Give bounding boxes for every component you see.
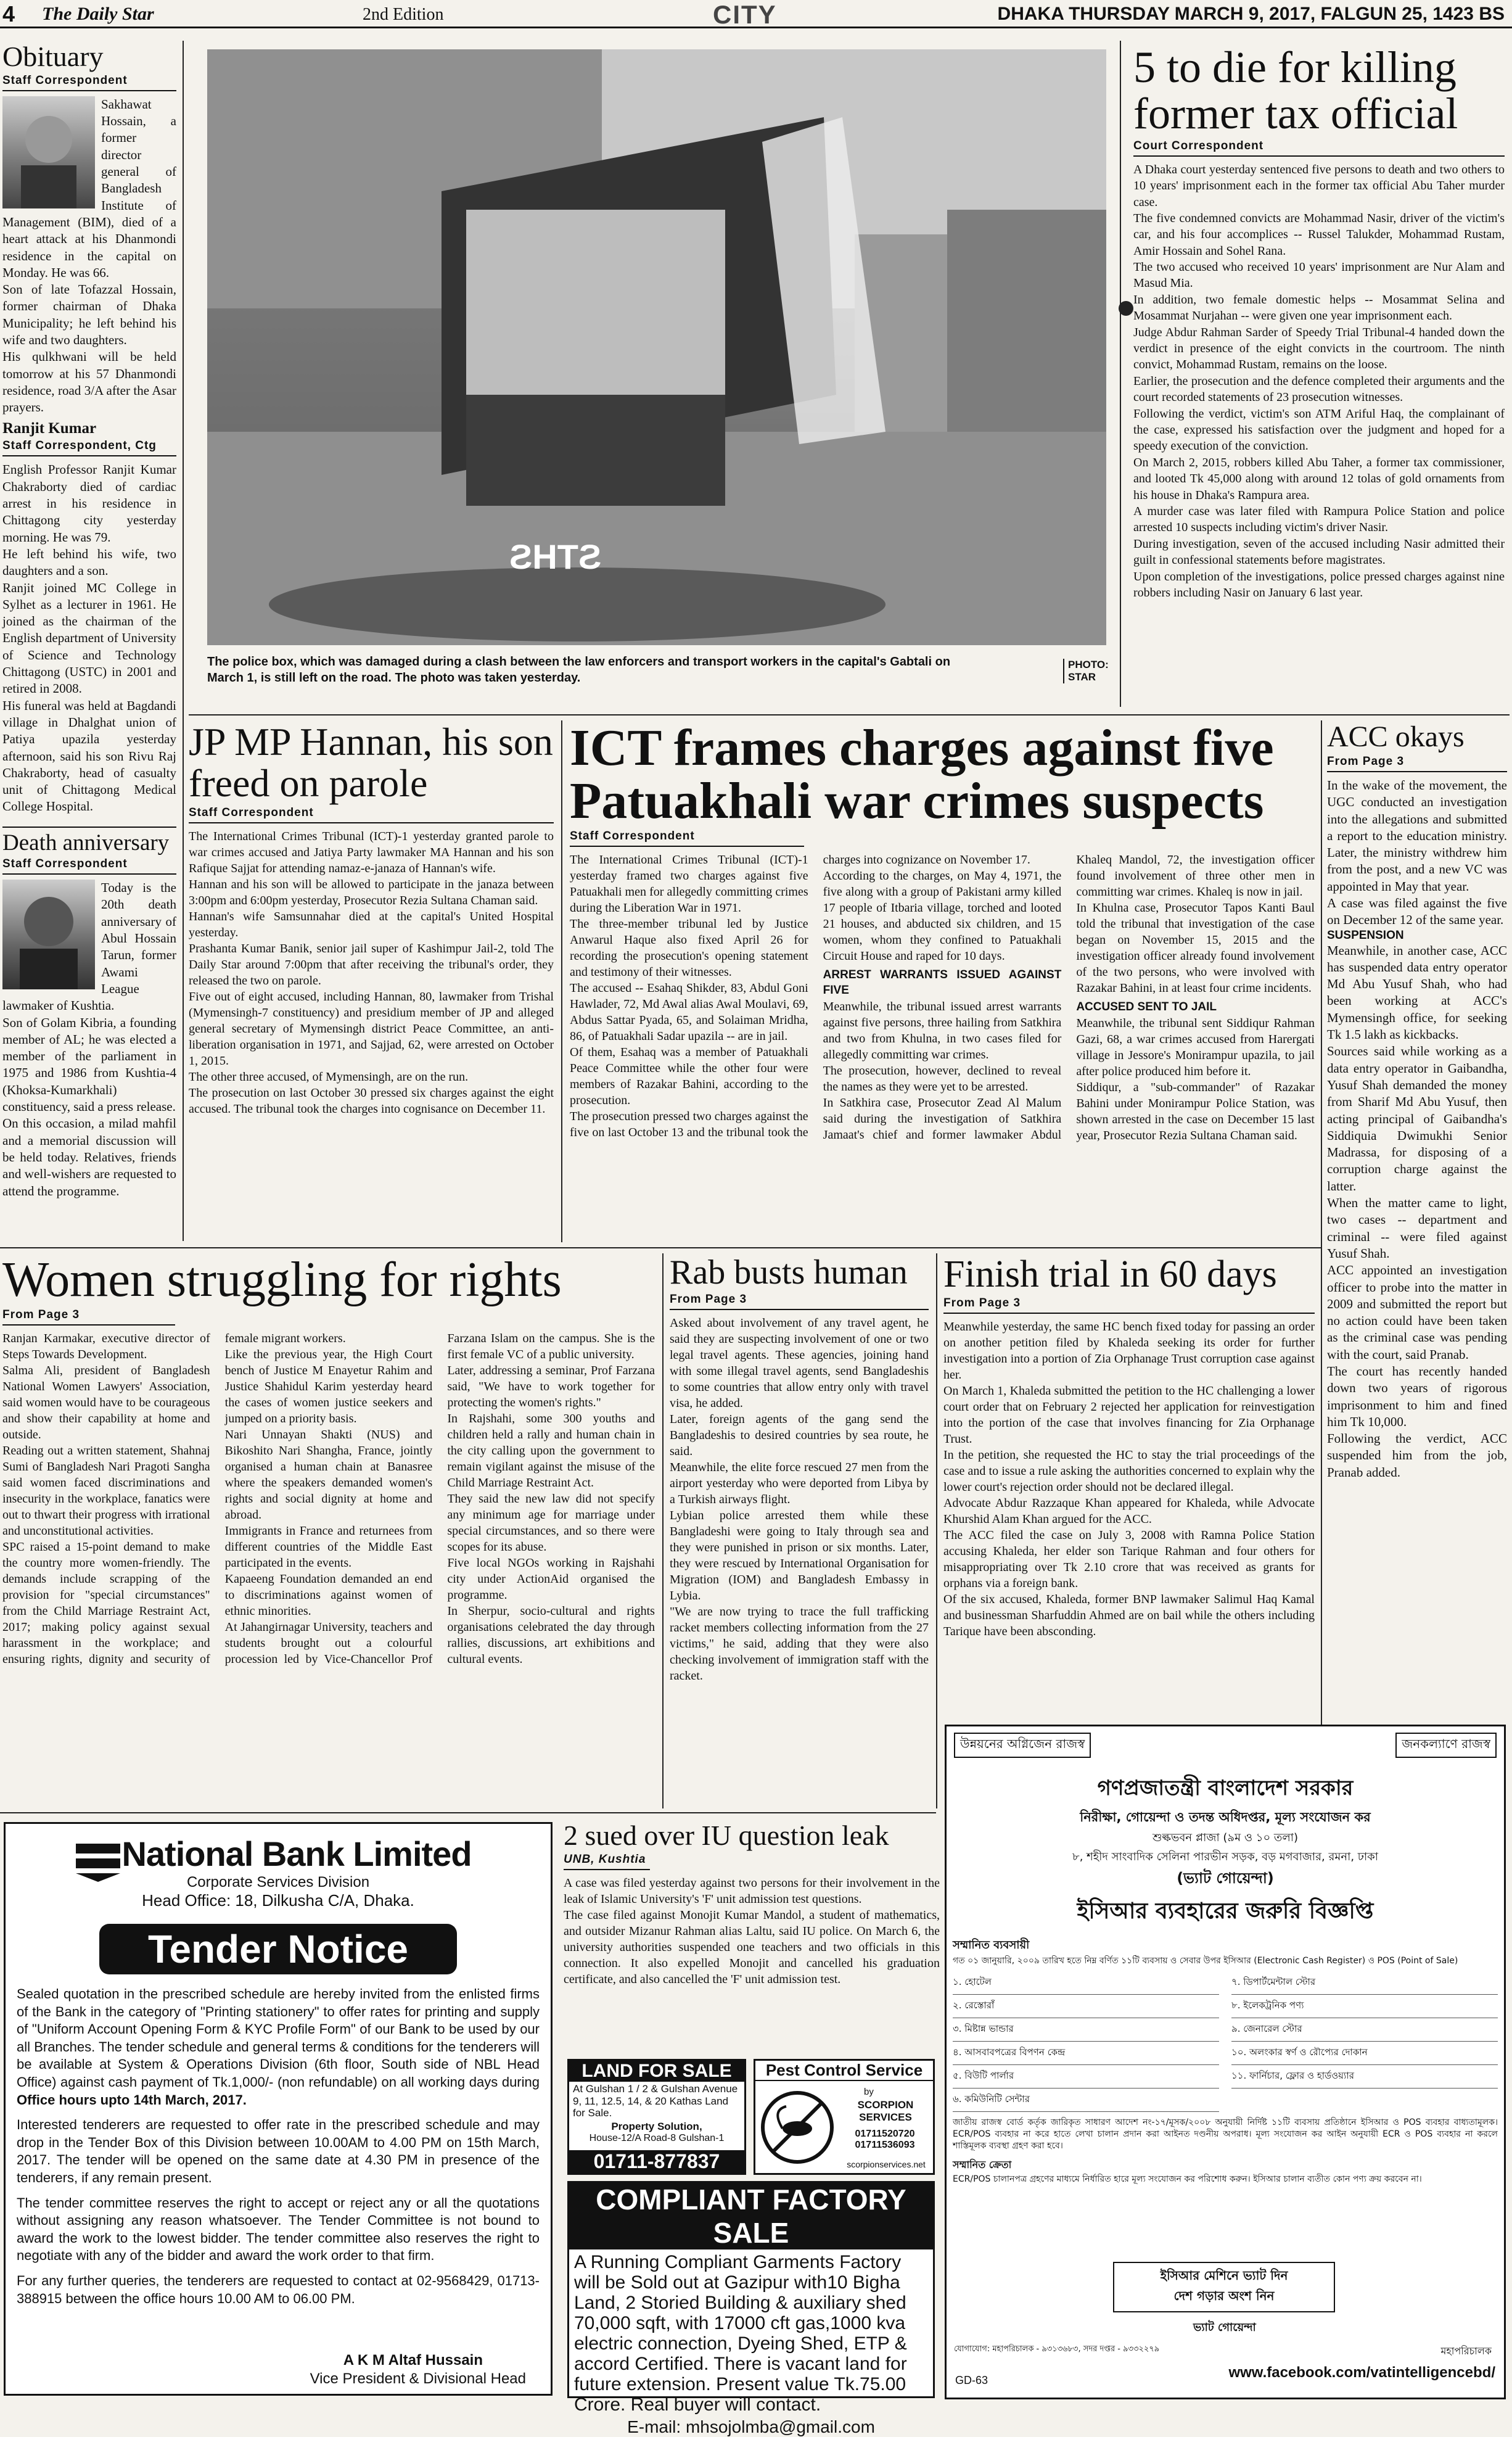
obituary-portrait (2, 96, 95, 208)
pest-website: scorpionservices.net (847, 2159, 926, 2169)
pest-phones: 01711520720 01711536093 (855, 2129, 915, 2150)
tax-byline: Court Correspondent (1133, 139, 1505, 157)
dateline: DHAKA THURSDAY MARCH 9, 2017, FALGUN 25, 1423 BS (997, 4, 1505, 24)
list-item: ৬. কমিউনিটি সেন্টার (953, 2089, 1219, 2112)
pest-title: Pest Control Service (755, 2061, 933, 2081)
govt-body: জাতীয় রাজস্ব বোর্ড কর্তৃক জারিকৃত সাধারণ আদেশ নং-১৭/মূসক/২০০৮ অনুযায়ী নির্দিষ্ট ১১টি ব্যবসায় প্রতিষ্ঠানে ইসিআর ও POS ব্যবহার বাধ্যতামূলক। ECR/POS ব্যবহার না করে হাতে লেখা চালান প্রদান করা আইনত দণ্ডনীয় অপরাধ। মূল্য সংযোজন কর আইন অনুযায়ী ECR ও POS ব্যবহার না করলে শাস্তিমূলক ব্যবস্থা গ্রহণ করা হবে। (953, 2117, 1498, 2151)
govt-slogan-2: দেশ গড়ার অংশ নিন (1173, 2288, 1275, 2303)
land-for-sale-ad (567, 2059, 746, 2175)
rab-headline: Rab busts human (670, 1253, 908, 1292)
page-number: 4 (2, 1, 15, 27)
acc-text: In the wake of the movement, the UGC conducted an investigation into the allegations and submitted a report to the education ministry. Later, the ministry withdrew him from the post, and a new VC was appointed in May that year. A case was filed against the five on December 12 of the same year. (1327, 777, 1507, 928)
acc-headline: ACC okays (1327, 720, 1465, 753)
tender-deadline: Office hours upto 14th March, 2017. (17, 2092, 247, 2108)
trial-byline: From Page 3 (943, 1297, 1315, 1314)
death-anniversary-text: Today is the 20th death anniversary of Abul Hossain Tarun, former Awami League lawmaker of Kushtia. Son of Golam Kibria, a founding member of AL; he was elected a member of the parliament in 1975 and 1986 from Kushtia-4 (Khoksa-Kumarkhali) constituency, said a press release. On this occasion, a milad mahfil and a memorial discussion will be held today. Relatives, friends and well-wishers are requested to attend the programme. (2, 880, 176, 1198)
govt-dg: মহাপরিচালক (1440, 2345, 1492, 2357)
govt-intro: গত ০১ জানুয়ারি, ২০০৯ তারিখ হতে নিম্ন বর্ণিত ১১টি ব্যবসায় ও সেবার উপর ইসিআর (Electronic Cash Register) ও POS (Point of Sale) (953, 1956, 1458, 1966)
factory-text: A Running Compliant Garments Factory will be Sold out at Gazipur with10 Bigha Land, 2 Storied Building & auxiliary shed 70,000 sqft, with 17000 cft gas,1000 kva electric connection, Dyeing Shed, ETP & accord Certified. There is vacant land for future extension. Present value Tk.75.00 Crore. Real buyer will contact. (574, 2252, 907, 2415)
govt-headline: ইসিআর ব্যবহারের জরুরি বিজ্ঞপ্তি (1077, 1899, 1374, 1924)
photo-caption (207, 654, 1109, 703)
factory-email: E-mail: mhsojolmba@gmail.com (627, 2417, 875, 2436)
govt-sub-1: নিরীক্ষা, গোয়েন্দা ও তদন্ত অধিদপ্তর, মূল্য সংযোজন কর (1080, 1810, 1371, 1825)
govt-code: GD-63 (955, 2374, 988, 2386)
list-item: ২. রেস্তোরাঁ (953, 1995, 1219, 2018)
govt-tag-left: উন্নয়নের অগ্নিজেন রাজস্ব (954, 1733, 1091, 1758)
national-bank-tender-ad (4, 1822, 553, 2396)
govt-slogan-box (1113, 2262, 1335, 2312)
pest-company: SCORPION SERVICES (857, 2099, 914, 2123)
tax-text: A Dhaka court yesterday sentenced five persons to death and two others to 10 years' imprisonment each in the former tax official Abu Taher murder case. The five condemned convicts are Mohammad Nasir, driver of the victim's car, and his four accomplices -- Russel Talukder, Mohammad Rustam, Amir Hossain and Sohel Rana. The two accused who received 10 years' imprisonment are Nur Alam and Masud Mia. In addition, two female domestic helps -- Mosammat Selina and Mosammat Nurjahan -- were given one year imprisonment each. Judge Abdur Rahman Sarder of Speedy Trial Tribunal-4 handed down the verdict in presence of the eight convicts in the courtroom. The ninth convict, Mohammad Rustam, remains on the loose. Earlier, the prosecution and the defence completed their arguments and the court recorded statements of 23 prosecution witnesses. Following the verdict, victim's son ATM Ariful Haq, the complainant of the case, expressed his satisfaction over the judgment and hoped for a speedy execution of the conviction. On March 2, 2015, robbers killed Abu Taher, a former tax commissioner, and looted Tk 45,000 along with around 12 tolas of gold ornaments from his house in Dhaka's Rampura area. A murder case was later filed with Rampura Police Station and police arrested 10 suspects including victim's driver Nasir. During investigation, seven of the accused including Nasir admitted their guilt in confessional statements before magistrates. Upon completion of the investigations, police pressed charges against nine robbers including Nasir on January 6 last year. (1133, 162, 1505, 600)
bank-logo-icon (76, 1837, 120, 1882)
obituary-text-2: English Professor Ranjit Kumar Chakraborty died of cardiac arrest in his residence in Chittagong city yesterday morning. He was 79. He left behind his wife, two daughters and a son. Ranjit joined MC College in Sylhet as a lecturer in 1961. He joined as the chairman of the English department of University of Science and Technology Chittagong (USTC) in 2001 and retired in 2008. His funeral was held at Bagdandi village in Dhalghat union of Patiya upazila yesterday afternoon, said his son Rivu Raj Chakraborty, head of casualty unit of Chittagong Medical College Hospital. (2, 462, 176, 814)
rab-story (670, 1255, 929, 1804)
trial-headline: Finish trial in 60 days (943, 1253, 1277, 1295)
bank-office: Head Office: 18, Dilkusha C/A, Dhaka. (142, 1891, 414, 1910)
govt-sub-4: (ভ্যাট গোয়েন্দা) (1177, 1870, 1274, 1887)
iu-headline: 2 sued over IU question leak (564, 1820, 889, 1851)
death-anniversary-byline: Staff Correspondent (2, 857, 176, 875)
death-anniversary-title: Death anniversary (2, 827, 176, 855)
rab-text: Asked about involvement of any travel agent, he said they are suspecting involvement of one or two legal travel agents. These agencies, joining hand with some illegal travel agents, send Bangladeshis to some countries that allow entry only with travel visa, he added. Later, foreign agents of the gang send the Bangladeshis to desired countries by sea route, he said. Meanwhile, the elite force rescued 27 men from the airport yesterday who were deported from Libya by a Turkish airways flight. Lybian police arrested them while these Bangladeshi were going to Italy through sea and they were punished in prison or six months. Later, they were rescued by International Organisation for Migration (IOM) and Bangladesh Embassy in Lybia. "We are now trying to trace the full trafficking racket members collecting information from the 27 victims," he said, adding that they were also checking involvement of immigration staff with the racket. (670, 1316, 929, 1683)
paper-name: The Daily Star (42, 4, 154, 24)
govt-contact: যোগাযোগ: মহাপরিচালক - ৯৩১৩৬৮৩, সদর দপ্তর - ৯৩৩২২৭৯ (954, 2344, 1160, 2354)
women-headline: Women struggling for rights (2, 1253, 562, 1307)
bank-name: National Bank Limited (121, 1834, 472, 1873)
women-byline: From Page 3 (2, 1308, 175, 1326)
tender-para-4: For any further queries, the tenderers are requested to contact at 02-9568429, 01713-388915 between the office hours 10.00 AM to 06.00 PM. (17, 2272, 540, 2306)
govt-sign: ভ্যাট গোয়েন্দা (1193, 2321, 1256, 2334)
list-item: ৫. বিউটি পার্লার (953, 2065, 1219, 2089)
news-photo (207, 49, 1106, 645)
list-item: ৮. ইলেকট্রনিক পণ্য (1231, 1995, 1498, 2018)
pest-control-ad (754, 2059, 935, 2175)
hannan-story (189, 722, 554, 1240)
ict-subhead-2: ACCUSED SENT TO JAIL (1076, 1000, 1217, 1014)
list-item: ৭. ডিপার্টমেন্টাল স্টোর (1231, 1971, 1498, 1995)
section-name: CITY (713, 0, 777, 29)
tax-official-story (1133, 44, 1505, 699)
factory-title: COMPLIANT FACTORY SALE (569, 2183, 933, 2249)
govt-title: গণপ্রজাতন্ত্রী বাংলাদেশ সরকার (1097, 1776, 1354, 1800)
govt-business-list (953, 1971, 1498, 2112)
iu-story (564, 1821, 940, 2055)
govt-note-title: সম্মানিত ক্রেতা (953, 2158, 1012, 2171)
land-text: At Gulshan 1 / 2 & Gulshan Avenue 9, 11, 12.5, 14, & 20 Kathas Land for Sale. (573, 2083, 738, 2119)
land-address: House-12/A Road-8 Gulshan-1 (589, 2132, 725, 2143)
acc-subhead: SUSPENSION (1327, 928, 1404, 942)
tender-signer-title: Vice President & Divisional Head (310, 2370, 526, 2387)
govt-slogan-1: ইসিআর মেশিনে ভ্যাট দিন (1160, 2268, 1288, 2283)
bank-header (17, 1834, 540, 1920)
factory-sale-ad (567, 2181, 935, 2436)
tender-signer: A K M Altaf Hussain (343, 2352, 483, 2369)
ict-text (570, 852, 1315, 1247)
trial-story (943, 1255, 1315, 1723)
acc-story (1327, 722, 1507, 1684)
obituary-title: Obituary (2, 41, 104, 72)
photo-credit: PHOTO: STAR (1063, 659, 1100, 683)
tender-text (17, 1985, 540, 2307)
obituary-byline: Staff Correspondent (2, 74, 176, 91)
hannan-text: The International Crimes Tribunal (ICT)-1 yesterday granted parole to war crimes accused and Jatiya Party lawmaker MA Hannan and his son Rafique Sajjat for attending namaz-e-janaza of Hannan's wife. Hannan and his son will be allowed to participate in the janaza between 3:00pm and 6:00pm yesterday, Prosecutor Rezia Sultana Chaman said. Hannan's wife Samsunnahar died at the capital's United Hospital yesterday. Prashanta Kumar Banik, senior jail super of Kashimpur Jail-2, told The Daily Star around 7:00pm that after receiving the tribunal's order, they released the two on parole. Five out of eight accused, including Hannan, 80, lawmaker from Trishal (Mymensingh-7 constituency) and presidium member of JP and alleged general secretary of Mymensingh district Peace Committee, an anti-liberation organisation in 1971, and Sajjad, 62, were arrested on October 1, 2015. The other three accused, of Mymensingh, are on the run. The prosecution on last October 30 pressed six charges against the eight accused. The tribunal took the charges into cognisance on December 11. (189, 830, 554, 1116)
list-item: ১১. ফার্নিচার, ফ্লোর ও হার্ডওয়্যার (1231, 2065, 1498, 2089)
ict-paragraphs-2: Meanwhile, the tribunal issued arrest warrants against five persons, three hailing from Satkhira and two from Khulna, in two cases filed for allegedly committing war crimes. The prosecution, however, declined to reveal the names as they were yet to be arrested. In Satkhira case, Prosecutor Zead Al Malum said during the investigation of Satkhira Jamaat's chief and former lawmaker Abdul Khaleq Mandol, 72, the investigation officer found involvement of three other men in committing war crimes. Khaleq is now in jail. In Khulna case, Prosecutor Tapos Kanti Baul told the tribunal that investigation of the case began on November 15, 2015 and the investigation officer already found involvement of the two persons, who were involved with Razakar Bahini, in at least four crime incidents. (823, 853, 1315, 1142)
hannan-byline: Staff Correspondent (189, 806, 554, 823)
list-item: ৯. জেনারেল স্টোর (1231, 2018, 1498, 2042)
police-box-sign: STHS (509, 537, 602, 576)
acc-byline: From Page 3 (1327, 755, 1507, 772)
edition: 2nd Edition (363, 5, 444, 24)
obituary-text: Sakhawat Hossain, a former director general of Bangladesh Institute of Management (BIM), died of a heart attack at his Dhanmondi residence in the capital on Monday. He was 66. Son of late Tofazzal Hossain, former chairman of Dhaka Municipality; he left behind his wife and two daughters. His qulkhwani will be held tomorrow at his 57 Dhanmondi residence, road 3/A after the Asar prayers. (2, 96, 176, 415)
trial-text: Meanwhile yesterday, the same HC bench fixed today for passing an order on another petition filed by Khaleda seeking its order for further investigation into a portion of Zia Orphanage Trust corruption case against her. On March 1, Khaleda submitted the petition to the HC challenging a lower court order that on February 2 rejected her application for reinvestigation into the portion of the case that involves financing for Zia Orphanage Trust. In the petition, she requested the HC to stay the trial proceedings of the case and to issue a rule asking the authorities concerned to explain why the lower court's rejection order should not be declared illegal. Advocate Abdur Razzaque Khan appeared for Khaleda, while Advocate Khurshid Alam Khan argued for the ACC. The ACC filed the case on July 3, 2008 with Ramna Police Station accusing Khaleda, her elder son Tarique Rahman and four others for misappropriating over Tk 2.10 crore that was received as grants for orphans via a foreign bank. Of the six accused, Khaleda, former BNP lawmaker Salimul Haq Kamal and businessman Sharfuddin Ahmed are on bail while the others including Tarique have been absconding. (943, 1320, 1315, 1639)
hannan-headline: JP MP Hannan, his son freed on parole (189, 720, 553, 805)
land-company: Property Solution, (611, 2120, 702, 2132)
women-story (2, 1255, 655, 1804)
person-photo (2, 96, 95, 208)
rab-byline: From Page 3 (670, 1293, 929, 1310)
land-title: LAND FOR SALE (569, 2061, 744, 2082)
list-item: ৩. মিষ্টান্ন ভান্ডার (953, 2018, 1219, 2042)
list-item: ১০. অলংকার স্বর্ণ ও রৌপ্যের দোকান (1231, 2042, 1498, 2065)
masthead (0, 0, 1512, 28)
pest-by: by (864, 2087, 874, 2097)
iu-byline: UNB, Kushtia (564, 1853, 650, 1870)
obituary-byline-2: Staff Correspondent, Ctg (2, 439, 176, 456)
govt-tag-right: জনকল্যাণে রাজস্ব (1395, 1733, 1497, 1758)
tender-para-1: Sealed quotation in the prescribed schedule are hereby invited from the enlisted firms of the Bank in the category of "Printing stationery" to offer rates for printing and supply of "Uniform Account Opening Form & KYC Profile Form" of our Bank to be used by our all Branches. The tender schedule and general terms & conditions for the tenderers will be available at System & Operations Division (6th floor, South side of NBL Head Office) against cash payment of Tk.1,000/- (non refundable) on all working days during (17, 1986, 540, 2090)
bank-division: Corporate Services Division (186, 1874, 370, 1891)
business-list-left (953, 1971, 1219, 2112)
ict-headline: ICT frames charges against five Patuakhali war crimes suspects (570, 719, 1274, 830)
ict-subhead-1: ARREST WARRANTS ISSUED AGAINST FIVE (823, 968, 1062, 997)
scorpion-icon (760, 2090, 834, 2164)
tender-notice-banner: Tender Notice (99, 1924, 457, 1974)
caption-text: The police box, which was damaged during a clash between the law enforcers and transport workers in the capital's Gabtali on March 1, is still left on the road. The photo was taken yesterday. (207, 655, 951, 685)
person-photo (2, 880, 95, 989)
ict-byline: Staff Correspondent (570, 830, 804, 847)
govt-web: www.facebook.com/vatintelligencebd/ (1228, 2364, 1495, 2381)
obituary-column (2, 42, 176, 1242)
obituary-name-2: Ranjit Kumar (2, 420, 97, 437)
list-item: ৪. আসবাবপত্রের বিপণন কেন্দ্র (953, 2042, 1219, 2065)
ict-story (570, 719, 1315, 1240)
police-box-photo (207, 49, 1106, 645)
acc-text-2: Meanwhile, in another case, ACC has suspended data entry operator Md Abu Yusuf Shah, who had been working at ACC's Mymensingh office, for seeking Tk 1.5 lakh as kickbacks. Sources said while working as a data entry operator in Gaibandha, Yusuf Shah demanded the money from Sharif Md Abu Yusuf, then acting principal of Gaibandha's Siddiquia Dwimukhi Senior Madrassa, for disposing of a corruption charge against the latter. When the matter came to light, two cases -- department and criminal -- were filed against Yusuf Shah. ACC appointed an investigation officer to probe into the matter in 2009 and submitted the report but no action could have been taken as the criminal case was pending with the court, said Pranab. The court has recently handed down two years of rigorous imprisonment to him and fined him Tk 10,000. Following the verdict, ACC suspended him from the job, Pranab added. (1327, 942, 1507, 1480)
iu-text: A case was filed yesterday against two persons for their involvement in the leak of Islamic University's 'F' unit admission test questions. The case filed against Monojit Kumar Mandol, a student of mathematics, and outsider Mizanur Rahman alias Laltu, said IU police. On March 6, the university authorities suspended one teachers and two officials in this connection. It also expelled Monojit and cancelled his graduation certificate, and also cancelled the 'F' unit admission test. (564, 1876, 940, 1986)
tender-para-2: Interested tenderers are requested to offer rate in the prescribed schedule and may drop in the Tender Box of this Division between 10.00AM to 4.00 PM on 15th March, 2017. The tender will be opened on the same date at 4.30 PM in presence of the tenderers, if any remain present. (17, 2117, 540, 2185)
tax-headline: 5 to die for killing former tax official (1133, 43, 1458, 138)
govt-salute: সম্মানিত ব্যবসায়ী (953, 1939, 1030, 1952)
list-item: ১. হোটেল (953, 1971, 1219, 1995)
women-text: Ranjan Karmakar, executive director of Steps Towards Development. Salma Ali, president of Bangladesh National Women Lawyers' Association, said women would have to be courageous and show their capability at home and outside. Reading out a written statement, Shahnaj Sumi of Bangladesh Nari Pragoti Sangha said women faced discriminations and insecurity in the workplace, fanatics were out to thwart their progress with irrational and unconstitutional activities. SPC raised a 15-point demand to make the country more women-friendly. The demands include scrapping of the provision for "special circumstances" from the Child Marriage Restraint Act, 2017; making policy against sexual harassment in the workplace; and ensuring rights, dignity and security of female migrant workers. Like the previous year, the High Court bench of Justice M Enayetur Rahim and Justice Shahidul Karim yesterday heard the cases of women justice seekers and jumped on a priority basis. Nari Unnayan Shakti (NUS) and Bikoshito Nari Shangha, France, jointly organised a human chain at Banasree where the speakers demanded women's rights and social dignity at home and abroad. Immigrants in France and returnees from different countries of the Middle East participated in the events. Kapaeeng Foundation demanded an end to discriminations against women of ethnic minorities. At Jahangirnagar University, teachers and students brought out a colourful procession led by Vice-Chancellor Prof Farzana Islam on the campus. She is the first female VC of a public university. Later, addressing a seminar, Prof Farzana said, "We have to work together for protecting the women's rights." In Rajshahi, some 300 youths and children held a rally and human chain in the city calling upon the government to remain vigilant against the misuse of the Child Marriage Restraint Act. They said the new law did not specify any minimum age for marriage under special circumstances, and so there were scopes for its abuse. Five local NGOs working in Rajshahi city under ActionAid organised the programme. In Sherpur, socio-cultural and rights organisations celebrated the day through rallies, discussions, art exhibitions and cultural events. (2, 1332, 655, 1667)
tender-para-3: The tender committee reserves the right to accept or reject any or all the quotations without assigning any reason whatsoever. The Tender Committee is not bound to award the work to the lowest bidder. The tender committee also reserves the right to negotiate with any of the bidder and award the work order to that firm. (17, 2195, 540, 2264)
govt-sub-2: শুল্কভবন প্লাজা (৯ম ও ১০ তলা) (1152, 1831, 1299, 1844)
govt-sub-3: ৮, শহীদ সাংবাদিক সেলিনা পারভীন সড়ক, বড় মগবাজার, রমনা, ঢাকা (1072, 1850, 1378, 1863)
death-anniversary-portrait (2, 880, 95, 989)
ict-paragraphs-1: The International Crimes Tribunal (ICT)-1 yesterday framed two charges against five Patuakhali men for allegedly committing crimes during the Liberation War in 1971. The three-member tribunal led by Justice Anwarul Haque also fixed April 26 for recording the prosecution's opening statement and testimony of their witnesses. The accused -- Esahaq Shikder, 83, Abdul Goni Hawlader, 72, Md Awal alias Awal Moulavi, 69, Abdus Sattar Pyada, 65, and Solaiman Mridha, 86, of Patuakhali Sadar upazila -- are in jail. Of them, Esahaq was a member of Patuakhali Peace Committee while the other four were members of Razakar Bahini, according to the prosecution. The prosecution pressed two charges against the five on last October 13 and the tribunal took the charges into cognizance on November 17. According to the charges, on May 4, 1971, the five along with a group of Pakistani army killed 17 people of Itbaria village, torched and looted 21 houses, and abducted six children, and 15 women, whom they confined to Patuakhali Circuit House and raped for 10 days. (570, 853, 1062, 1140)
vat-intelligence-ad (945, 1725, 1506, 2399)
ict-paragraphs-3: Meanwhile, the tribunal sent Siddiqur Rahman Gazi, 68, a war crimes accused from Harergati village in Jessore's Monirampur upazila, to jail after police produced him before it. Siddiqur, a "sub-commander" of Razakar Bahini under Monirampur Police Station, was shown arrested in the case on December 15 last year, Prosecutor Rezia Sultana Chaman said. (1076, 1016, 1315, 1143)
land-phone: 01711-877837 (569, 2150, 744, 2173)
business-list-right (1231, 1971, 1498, 2112)
govt-note: ECR/POS চালানপত্র গ্রহণের মাধ্যমে নির্ধারিত হারে মূল্য সংযোজন কর পরিশোধ করুন। ইসিআর চালান ব্যতীত কোন পণ্য ক্রয় করবেন না। (953, 2174, 1422, 2184)
